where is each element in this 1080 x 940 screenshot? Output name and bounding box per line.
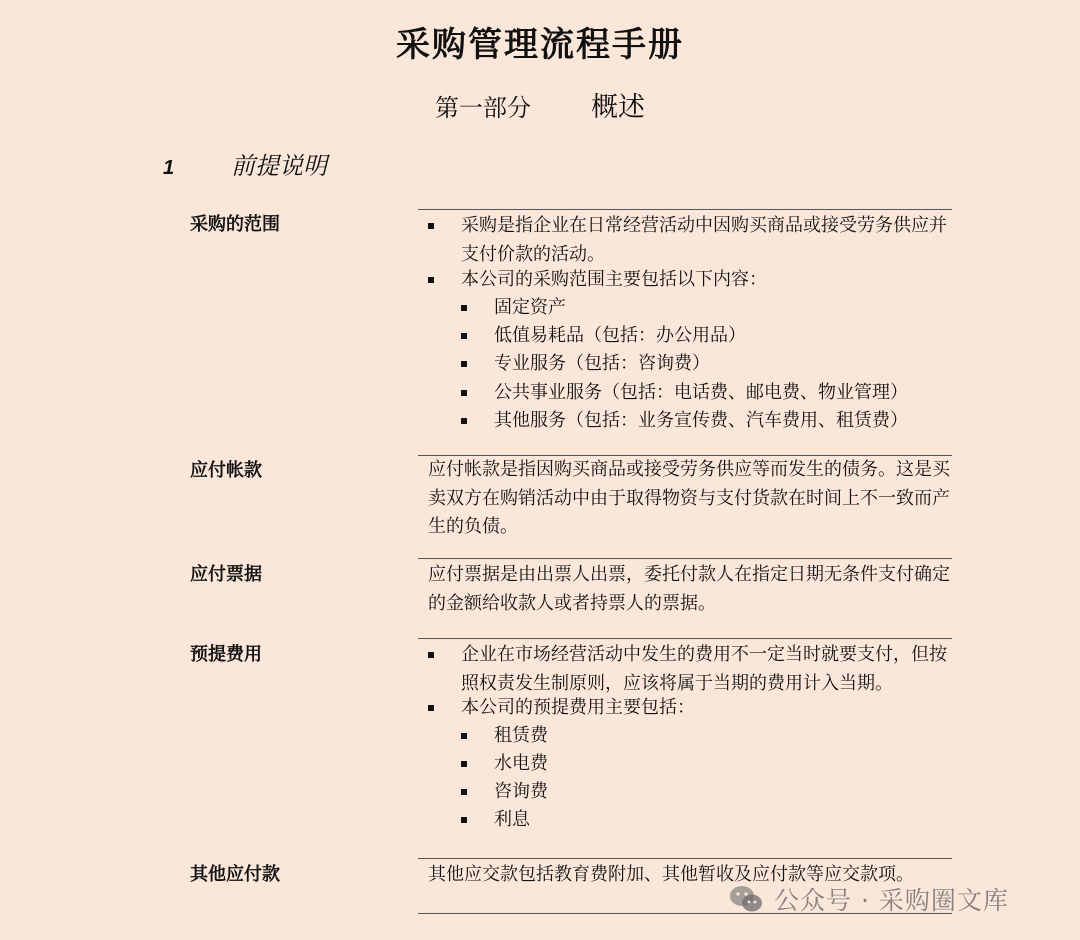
document-title: 采购管理流程手册 <box>396 25 684 65</box>
term-divider <box>418 638 952 639</box>
term-divider <box>418 858 952 859</box>
list-item-text: 固定资产 <box>494 297 566 318</box>
list-item-text: 企业在市场经营活动中发生的费用不一定当时就要支付，但按照权责发生制原则，应该将属于当期的费用计入当期。 <box>461 644 947 694</box>
term-divider <box>418 209 952 210</box>
list-item-text: 咨询费 <box>494 781 548 802</box>
term-definition: 其他应交款包括教育费附加、其他暂收及应付款等应交款项。 <box>428 864 914 885</box>
list-item-text: 本公司的预提费用主要包括： <box>461 697 695 718</box>
list-item-text: 公共事业服务（包括：电话费、邮电费、物业管理） <box>494 382 908 403</box>
list-item-text: 水电费 <box>494 753 548 774</box>
square-bullet-icon <box>428 652 434 658</box>
sub-list-item <box>461 379 951 408</box>
list-item-text: 低值易耗品（包括：办公用品） <box>494 325 746 346</box>
term-label-accounts-payable: 应付帐款 <box>190 460 262 481</box>
term-definition: 应付票据是由出票人出票，委托付款人在指定日期无条件支付确定的金额给收款人或者持票人的票据。 <box>428 564 950 614</box>
list-item <box>428 266 950 295</box>
square-bullet-icon <box>461 333 467 339</box>
sub-list-item <box>461 407 951 436</box>
sub-list-item <box>461 322 951 351</box>
sub-list-item <box>461 806 951 835</box>
term-label-accrued-expenses: 预提费用 <box>190 644 262 665</box>
square-bullet-icon <box>428 277 434 283</box>
sub-list-item <box>461 350 951 379</box>
watermark <box>728 879 1009 919</box>
list-item <box>428 641 950 698</box>
wechat-icon <box>728 884 764 914</box>
square-bullet-icon <box>461 390 467 396</box>
sub-list-item <box>461 750 951 779</box>
term-label-other-payables: 其他应付款 <box>190 864 280 885</box>
square-bullet-icon <box>428 705 434 711</box>
square-bullet-icon <box>461 817 467 823</box>
term-definition: 应付帐款是指因购买商品或接受劳务供应等而发生的债务。这是买卖双方在购销活动中由于取得物资与支付货款在时间上不一致而产生的负债。 <box>428 459 950 537</box>
square-bullet-icon <box>461 305 467 311</box>
term-divider <box>418 558 952 559</box>
square-bullet-icon <box>461 418 467 424</box>
square-bullet-icon <box>461 789 467 795</box>
section-title: 前提说明 <box>231 152 327 180</box>
square-bullet-icon <box>461 361 467 367</box>
part-number: 第一部分 <box>435 94 531 122</box>
square-bullet-icon <box>428 223 434 229</box>
list-item-text: 专业服务（包括：咨询费） <box>494 353 710 374</box>
sub-list-item <box>461 722 951 751</box>
watermark-text: 公众号 · 采购圈文库 <box>774 886 1009 915</box>
square-bullet-icon <box>461 733 467 739</box>
sub-list-item <box>461 294 951 323</box>
list-item-text: 采购是指企业在日常经营活动中因购买商品或接受劳务供应并支付价款的活动。 <box>461 215 947 265</box>
sub-list-item <box>461 778 951 807</box>
square-bullet-icon <box>461 761 467 767</box>
list-item-text: 本公司的采购范围主要包括以下内容： <box>461 269 767 290</box>
section-heading <box>163 146 327 188</box>
section-number: 1 <box>163 157 175 179</box>
term-label-procurement-scope: 采购的范围 <box>190 214 280 235</box>
list-item <box>428 212 950 269</box>
list-item <box>428 694 950 723</box>
list-item-text: 租赁费 <box>494 725 548 746</box>
term-label-notes-payable: 应付票据 <box>190 564 262 585</box>
part-heading <box>0 88 1080 128</box>
part-name: 概述 <box>591 92 645 123</box>
list-item-text: 其他服务（包括：业务宣传费、汽车费用、租赁费） <box>494 410 908 431</box>
list-item-text: 利息 <box>494 809 530 830</box>
